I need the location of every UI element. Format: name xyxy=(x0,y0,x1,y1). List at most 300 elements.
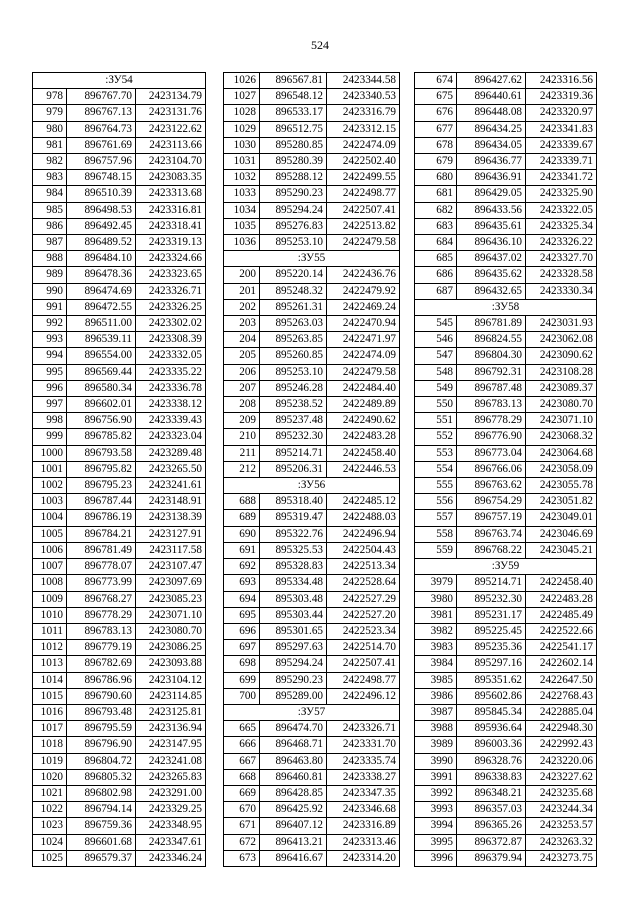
y-coordinate: 2423138.39 xyxy=(136,510,206,526)
table-row xyxy=(33,526,206,542)
y-coordinate: 2423117.58 xyxy=(136,542,206,558)
point-number: 206 xyxy=(224,364,260,380)
x-coordinate: 895248.32 xyxy=(260,283,327,299)
table-row xyxy=(33,137,206,153)
plot-header-row xyxy=(415,559,597,575)
x-coordinate: 896795.59 xyxy=(67,721,136,737)
table-row xyxy=(224,461,400,477)
point-number: 698 xyxy=(224,656,260,672)
table-row xyxy=(224,785,400,801)
y-coordinate: 2423093.88 xyxy=(136,656,206,672)
point-number: 1033 xyxy=(224,186,260,202)
x-coordinate: 895290.23 xyxy=(260,672,327,688)
x-coordinate: 896793.58 xyxy=(67,445,136,461)
point-number: 556 xyxy=(415,494,457,510)
plot-header-row xyxy=(33,73,206,89)
table-row xyxy=(224,850,400,866)
point-number: 666 xyxy=(224,737,260,753)
y-coordinate: 2423289.48 xyxy=(136,445,206,461)
x-coordinate: 896795.82 xyxy=(67,461,136,477)
x-coordinate: 895225.45 xyxy=(457,623,526,639)
point-number: 693 xyxy=(224,575,260,591)
x-coordinate: 895288.12 xyxy=(260,170,327,186)
table-row xyxy=(224,235,400,251)
table-row xyxy=(224,672,400,688)
x-coordinate: 896435.61 xyxy=(457,218,526,234)
y-coordinate: 2423235.68 xyxy=(526,785,597,801)
x-coordinate: 896448.08 xyxy=(457,105,526,121)
point-number: 1008 xyxy=(33,575,67,591)
point-number: 3991 xyxy=(415,769,457,785)
point-number: 991 xyxy=(33,299,67,315)
x-coordinate: 896569.44 xyxy=(67,364,136,380)
table-row xyxy=(224,186,400,202)
point-number: 678 xyxy=(415,137,457,153)
y-coordinate: 2422479.92 xyxy=(327,283,400,299)
table-row xyxy=(33,785,206,801)
table-row xyxy=(415,364,597,380)
y-coordinate: 2423323.04 xyxy=(136,429,206,445)
y-coordinate: 2423313.68 xyxy=(136,186,206,202)
y-coordinate: 2423335.74 xyxy=(327,753,400,769)
table-row xyxy=(33,640,206,656)
x-coordinate: 896436.10 xyxy=(457,235,526,251)
y-coordinate: 2422470.94 xyxy=(327,316,400,332)
table-row xyxy=(33,478,206,494)
x-coordinate: 895297.63 xyxy=(260,640,327,656)
y-coordinate: 2423316.56 xyxy=(526,73,597,89)
x-coordinate: 896786.96 xyxy=(67,672,136,688)
y-coordinate: 2423325.34 xyxy=(526,218,597,234)
coordinate-table xyxy=(32,72,206,867)
point-number: 207 xyxy=(224,380,260,396)
y-coordinate: 2422489.89 xyxy=(327,397,400,413)
x-coordinate: 895253.10 xyxy=(260,364,327,380)
x-coordinate: 896779.19 xyxy=(67,640,136,656)
table-row xyxy=(415,202,597,218)
y-coordinate: 2423265.83 xyxy=(136,769,206,785)
y-coordinate: 2423327.70 xyxy=(526,251,597,267)
y-coordinate: 2423107.47 xyxy=(136,559,206,575)
point-number: 999 xyxy=(33,429,67,445)
plot-label: :ЗУ54 xyxy=(33,73,206,89)
table-row xyxy=(33,316,206,332)
table-row xyxy=(415,445,597,461)
table-row xyxy=(224,834,400,850)
y-coordinate: 2422527.29 xyxy=(327,591,400,607)
table-row xyxy=(33,186,206,202)
y-coordinate: 2423331.70 xyxy=(327,737,400,753)
table-row xyxy=(224,89,400,105)
y-coordinate: 2422485.49 xyxy=(526,607,597,623)
point-number: 1005 xyxy=(33,526,67,542)
point-number: 681 xyxy=(415,186,457,202)
point-number: 1015 xyxy=(33,688,67,704)
y-coordinate: 2423348.95 xyxy=(136,818,206,834)
x-coordinate: 896428.85 xyxy=(260,785,327,801)
x-coordinate: 895276.83 xyxy=(260,218,327,234)
table-row xyxy=(33,235,206,251)
x-coordinate: 895232.30 xyxy=(260,429,327,445)
point-number: 204 xyxy=(224,332,260,348)
x-coordinate: 896787.48 xyxy=(457,380,526,396)
y-coordinate: 2423089.37 xyxy=(526,380,597,396)
point-number: 1000 xyxy=(33,445,67,461)
y-coordinate: 2422527.20 xyxy=(327,607,400,623)
x-coordinate: 896782.69 xyxy=(67,656,136,672)
y-coordinate: 2423338.27 xyxy=(327,769,400,785)
table-row xyxy=(33,154,206,170)
x-coordinate: 896463.80 xyxy=(260,753,327,769)
point-number: 1027 xyxy=(224,89,260,105)
y-coordinate: 2423108.28 xyxy=(526,364,597,380)
x-coordinate: 895263.85 xyxy=(260,332,327,348)
point-number: 684 xyxy=(415,235,457,251)
plot-header-row xyxy=(415,299,597,315)
x-coordinate: 895303.44 xyxy=(260,607,327,623)
table-row xyxy=(415,105,597,121)
table-row xyxy=(224,137,400,153)
x-coordinate: 896416.67 xyxy=(260,850,327,866)
y-coordinate: 2422541.17 xyxy=(526,640,597,656)
y-coordinate: 2422474.09 xyxy=(327,137,400,153)
y-coordinate: 2422479.58 xyxy=(327,364,400,380)
point-number: 980 xyxy=(33,121,67,137)
x-coordinate: 895301.65 xyxy=(260,623,327,639)
x-coordinate: 896767.70 xyxy=(67,89,136,105)
x-coordinate: 895328.83 xyxy=(260,559,327,575)
x-coordinate: 896432.65 xyxy=(457,283,526,299)
x-coordinate: 895318.40 xyxy=(260,494,327,510)
x-coordinate: 896510.39 xyxy=(67,186,136,202)
table-row xyxy=(415,186,597,202)
table-row xyxy=(33,364,206,380)
y-coordinate: 2423336.78 xyxy=(136,380,206,396)
table-row xyxy=(33,397,206,413)
x-coordinate: 896764.73 xyxy=(67,121,136,137)
table-row xyxy=(415,834,597,850)
point-number: 1017 xyxy=(33,721,67,737)
x-coordinate: 896357.03 xyxy=(457,802,526,818)
point-number: 200 xyxy=(224,267,260,283)
table-row xyxy=(415,656,597,672)
point-number: 1012 xyxy=(33,640,67,656)
y-coordinate: 2423339.71 xyxy=(526,154,597,170)
y-coordinate: 2422488.03 xyxy=(327,510,400,526)
x-coordinate: 896365.26 xyxy=(457,818,526,834)
x-coordinate: 895294.24 xyxy=(260,202,327,218)
y-coordinate: 2423320.97 xyxy=(526,105,597,121)
point-number: 3988 xyxy=(415,721,457,737)
table-row xyxy=(415,235,597,251)
y-coordinate: 2423046.69 xyxy=(526,526,597,542)
point-number: 986 xyxy=(33,218,67,234)
x-coordinate: 896427.62 xyxy=(457,73,526,89)
point-number: 210 xyxy=(224,429,260,445)
table-row xyxy=(415,510,597,526)
x-coordinate: 896757.19 xyxy=(457,510,526,526)
table-row xyxy=(224,170,400,186)
point-number: 671 xyxy=(224,818,260,834)
y-coordinate: 2422647.50 xyxy=(526,672,597,688)
y-coordinate: 2422483.28 xyxy=(327,429,400,445)
point-number: 3989 xyxy=(415,737,457,753)
y-coordinate: 2422507.41 xyxy=(327,656,400,672)
point-number: 985 xyxy=(33,202,67,218)
point-number: 1009 xyxy=(33,591,67,607)
x-coordinate: 896407.12 xyxy=(260,818,327,834)
y-coordinate: 2423302.02 xyxy=(136,316,206,332)
y-coordinate: 2422499.55 xyxy=(327,170,400,186)
y-coordinate: 2423316.81 xyxy=(136,202,206,218)
point-number: 694 xyxy=(224,591,260,607)
table-row xyxy=(33,89,206,105)
table-row xyxy=(415,542,597,558)
table-row xyxy=(33,737,206,753)
y-coordinate: 2422496.12 xyxy=(327,688,400,704)
point-number: 548 xyxy=(415,364,457,380)
point-number: 1023 xyxy=(33,818,67,834)
table-row xyxy=(33,656,206,672)
table-row xyxy=(33,105,206,121)
y-coordinate: 2423314.20 xyxy=(327,850,400,866)
table-row xyxy=(33,769,206,785)
y-coordinate: 2423326.25 xyxy=(136,299,206,315)
x-coordinate: 896766.06 xyxy=(457,461,526,477)
table-row xyxy=(415,623,597,639)
point-number: 996 xyxy=(33,380,67,396)
y-coordinate: 2423114.85 xyxy=(136,688,206,704)
table-row xyxy=(33,802,206,818)
y-coordinate: 2423031.93 xyxy=(526,316,597,332)
y-coordinate: 2423313.46 xyxy=(327,834,400,850)
table-row xyxy=(224,737,400,753)
point-number: 668 xyxy=(224,769,260,785)
point-number: 680 xyxy=(415,170,457,186)
table-row xyxy=(33,348,206,364)
point-number: 1028 xyxy=(224,105,260,121)
point-number: 990 xyxy=(33,283,67,299)
x-coordinate: 896429.05 xyxy=(457,186,526,202)
x-coordinate: 896805.32 xyxy=(67,769,136,785)
y-coordinate: 2423104.70 xyxy=(136,154,206,170)
y-coordinate: 2422602.14 xyxy=(526,656,597,672)
y-coordinate: 2422496.94 xyxy=(327,526,400,542)
x-coordinate: 896790.60 xyxy=(67,688,136,704)
table-row xyxy=(33,299,206,315)
y-coordinate: 2422484.40 xyxy=(327,380,400,396)
point-number: 685 xyxy=(415,251,457,267)
x-coordinate: 896754.29 xyxy=(457,494,526,510)
point-number: 696 xyxy=(224,623,260,639)
y-coordinate: 2423227.62 xyxy=(526,769,597,785)
table-row xyxy=(33,591,206,607)
x-coordinate: 895280.39 xyxy=(260,154,327,170)
table-row xyxy=(415,802,597,818)
x-coordinate: 896512.75 xyxy=(260,121,327,137)
point-number: 1026 xyxy=(224,73,260,89)
point-number: 697 xyxy=(224,640,260,656)
table-row xyxy=(224,818,400,834)
point-number: 550 xyxy=(415,397,457,413)
point-number: 981 xyxy=(33,137,67,153)
coordinate-table xyxy=(414,72,597,867)
plot-header-row xyxy=(224,478,400,494)
x-coordinate: 895260.85 xyxy=(260,348,327,364)
x-coordinate: 896433.56 xyxy=(457,202,526,218)
y-coordinate: 2423263.32 xyxy=(526,834,597,850)
y-coordinate: 2423322.05 xyxy=(526,202,597,218)
y-coordinate: 2422485.12 xyxy=(327,494,400,510)
x-coordinate: 895297.16 xyxy=(457,656,526,672)
point-number: 3995 xyxy=(415,834,457,850)
table-row xyxy=(224,218,400,234)
point-number: 1035 xyxy=(224,218,260,234)
point-number: 674 xyxy=(415,73,457,89)
y-coordinate: 2423265.50 xyxy=(136,461,206,477)
point-number: 559 xyxy=(415,542,457,558)
point-number: 1021 xyxy=(33,785,67,801)
point-number: 988 xyxy=(33,251,67,267)
point-number: 3982 xyxy=(415,623,457,639)
x-coordinate: 896794.14 xyxy=(67,802,136,818)
table-row xyxy=(224,299,400,315)
y-coordinate: 2423347.35 xyxy=(327,785,400,801)
table-row xyxy=(33,704,206,720)
coordinate-table-column xyxy=(414,72,597,867)
y-coordinate: 2423071.10 xyxy=(526,413,597,429)
point-number: 545 xyxy=(415,316,457,332)
x-coordinate: 896768.22 xyxy=(457,542,526,558)
x-coordinate: 896787.44 xyxy=(67,494,136,510)
y-coordinate: 2423090.62 xyxy=(526,348,597,364)
x-coordinate: 896580.34 xyxy=(67,380,136,396)
plot-header-row xyxy=(224,251,400,267)
point-number: 690 xyxy=(224,526,260,542)
table-row xyxy=(415,73,597,89)
x-coordinate: 895263.03 xyxy=(260,316,327,332)
y-coordinate: 2423339.43 xyxy=(136,413,206,429)
point-number: 688 xyxy=(224,494,260,510)
table-row xyxy=(33,380,206,396)
y-coordinate: 2423329.25 xyxy=(136,802,206,818)
x-coordinate: 895294.24 xyxy=(260,656,327,672)
y-coordinate: 2423324.66 xyxy=(136,251,206,267)
point-number: 1006 xyxy=(33,542,67,558)
y-coordinate: 2423339.67 xyxy=(526,137,597,153)
table-row xyxy=(33,251,206,267)
y-coordinate: 2422471.97 xyxy=(327,332,400,348)
table-row xyxy=(33,494,206,510)
table-row xyxy=(224,364,400,380)
y-coordinate: 2423341.72 xyxy=(526,170,597,186)
x-coordinate: 896792.31 xyxy=(457,364,526,380)
x-coordinate: 895214.71 xyxy=(260,445,327,461)
x-coordinate: 895231.17 xyxy=(457,607,526,623)
y-coordinate: 2422474.09 xyxy=(327,348,400,364)
point-number: 1010 xyxy=(33,607,67,623)
table-row xyxy=(33,332,206,348)
x-coordinate: 896579.37 xyxy=(67,850,136,866)
point-number: 1016 xyxy=(33,704,67,720)
table-row xyxy=(33,607,206,623)
y-coordinate: 2422504.43 xyxy=(327,542,400,558)
y-coordinate: 2422528.64 xyxy=(327,575,400,591)
point-number: 682 xyxy=(415,202,457,218)
y-coordinate: 2423113.66 xyxy=(136,137,206,153)
table-row xyxy=(415,332,597,348)
point-number: 208 xyxy=(224,397,260,413)
table-row xyxy=(415,316,597,332)
table-row xyxy=(415,591,597,607)
x-coordinate: 896511.00 xyxy=(67,316,136,332)
table-row xyxy=(33,623,206,639)
point-number: 982 xyxy=(33,154,67,170)
x-coordinate: 895602.86 xyxy=(457,688,526,704)
table-row xyxy=(33,575,206,591)
x-coordinate: 896440.61 xyxy=(457,89,526,105)
point-number: 683 xyxy=(415,218,457,234)
y-coordinate: 2423062.08 xyxy=(526,332,597,348)
table-row xyxy=(33,218,206,234)
point-number: 695 xyxy=(224,607,260,623)
x-coordinate: 896437.02 xyxy=(457,251,526,267)
table-row xyxy=(415,137,597,153)
y-coordinate: 2422885.04 xyxy=(526,704,597,720)
plot-label: :ЗУ59 xyxy=(415,559,597,575)
table-row xyxy=(33,267,206,283)
y-coordinate: 2423328.58 xyxy=(526,267,597,283)
x-coordinate: 896763.62 xyxy=(457,478,526,494)
table-row xyxy=(224,413,400,429)
point-number: 3983 xyxy=(415,640,457,656)
point-number: 679 xyxy=(415,154,457,170)
x-coordinate: 895290.23 xyxy=(260,186,327,202)
table-row xyxy=(224,73,400,89)
page-number: 524 xyxy=(311,38,329,52)
table-row xyxy=(415,218,597,234)
point-number: 989 xyxy=(33,267,67,283)
point-number: 677 xyxy=(415,121,457,137)
y-coordinate: 2423127.91 xyxy=(136,526,206,542)
x-coordinate: 896601.68 xyxy=(67,834,136,850)
y-coordinate: 2422498.77 xyxy=(327,186,400,202)
table-row xyxy=(415,688,597,704)
x-coordinate: 895235.36 xyxy=(457,640,526,656)
point-number: 1019 xyxy=(33,753,67,769)
point-number: 993 xyxy=(33,332,67,348)
x-coordinate: 896474.70 xyxy=(260,721,327,737)
point-number: 3980 xyxy=(415,591,457,607)
table-row xyxy=(415,672,597,688)
y-coordinate: 2423049.01 xyxy=(526,510,597,526)
x-coordinate: 896781.49 xyxy=(67,542,136,558)
x-coordinate: 895214.71 xyxy=(457,575,526,591)
x-coordinate: 896778.29 xyxy=(67,607,136,623)
point-number: 667 xyxy=(224,753,260,769)
y-coordinate: 2423330.34 xyxy=(526,283,597,299)
table-row xyxy=(33,818,206,834)
point-number: 558 xyxy=(415,526,457,542)
x-coordinate: 896767.13 xyxy=(67,105,136,121)
y-coordinate: 2422514.70 xyxy=(327,640,400,656)
x-coordinate: 896785.82 xyxy=(67,429,136,445)
y-coordinate: 2423273.75 xyxy=(526,850,597,866)
point-number: 1011 xyxy=(33,623,67,639)
x-coordinate: 896003.36 xyxy=(457,737,526,753)
y-coordinate: 2423344.58 xyxy=(327,73,400,89)
y-coordinate: 2423335.22 xyxy=(136,364,206,380)
